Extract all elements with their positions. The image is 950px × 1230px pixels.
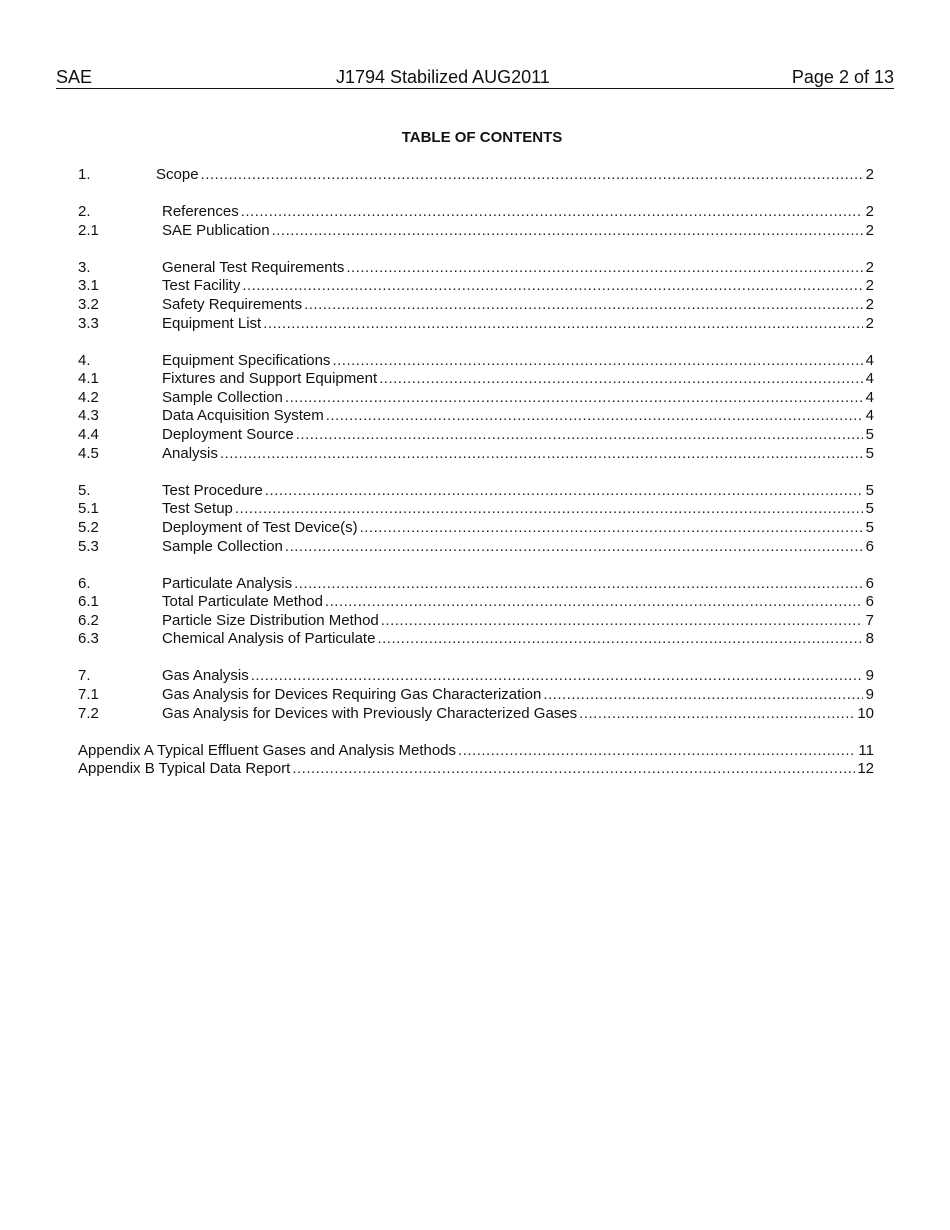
toc-entry[interactable]: [78, 612, 874, 631]
toc-entry-title: Gas Analysis for Devices Requiring Gas Characterization: [162, 686, 542, 704]
toc-dot-leader: [296, 426, 863, 445]
toc-entry-number: 3.3: [78, 314, 99, 332]
toc-entry-page: 4: [865, 370, 874, 388]
toc-entry[interactable]: [78, 575, 874, 594]
toc-entry[interactable]: [78, 760, 874, 779]
toc-entry[interactable]: [78, 296, 874, 315]
toc-entry-number: 4.1: [78, 370, 99, 388]
toc-entry-title: Sample Collection: [162, 388, 283, 406]
toc-entry-title: Deployment Source: [162, 426, 294, 444]
toc-entry-page: 4: [865, 351, 874, 369]
toc-entry[interactable]: [78, 315, 874, 334]
toc-section-group: [78, 352, 874, 464]
toc-entry-title: Chemical Analysis of Particulate: [162, 630, 376, 648]
toc-entry[interactable]: [78, 370, 874, 389]
toc-entry-number: 4.: [78, 351, 91, 369]
toc-dot-leader: [235, 500, 863, 519]
toc-entry-title: Equipment List: [162, 314, 262, 332]
toc-entry[interactable]: [78, 705, 874, 724]
toc-entry[interactable]: [78, 538, 874, 557]
toc-entry-title: Test Setup: [162, 500, 233, 518]
toc-entry-number: 2.1: [78, 221, 99, 239]
toc-entry[interactable]: [78, 667, 874, 686]
toc-dot-leader: [285, 389, 863, 408]
toc-dot-leader: [251, 667, 863, 686]
toc-entry[interactable]: [78, 203, 874, 222]
page-header: [56, 66, 894, 89]
header-page-number: Page 2 of 13: [791, 67, 894, 87]
toc-entry-number: 3.: [78, 258, 91, 276]
toc-entry[interactable]: [78, 259, 874, 278]
toc-entry-number: 4.2: [78, 388, 99, 406]
toc-entry[interactable]: [78, 500, 874, 519]
toc-entry-page: 2: [865, 221, 874, 239]
toc-entry-number: 5.3: [78, 537, 99, 555]
toc-entry-title: Appendix B Typical Data Report: [78, 760, 291, 778]
toc-entry-number: 5.: [78, 481, 91, 499]
toc-entry-number: 4.3: [78, 407, 99, 425]
toc-entry-number: 3.2: [78, 295, 99, 313]
toc-entry-title: Scope: [156, 166, 199, 183]
toc-entry-page: 4: [865, 407, 874, 425]
toc-entry[interactable]: [78, 686, 874, 705]
toc-dot-leader: [332, 352, 863, 371]
toc-entry-number: 6.: [78, 574, 91, 592]
header-document-id: J1794 Stabilized AUG2011: [336, 67, 550, 87]
toc-entry-number: 6.3: [78, 630, 99, 648]
toc-entry-number: 4.4: [78, 426, 99, 444]
toc-entry-number: 6.1: [78, 593, 99, 611]
toc-entry[interactable]: [78, 352, 874, 371]
toc-entry-title: Appendix A Typical Effluent Gases and Analysis Methods: [78, 741, 457, 759]
toc-dot-leader: [201, 166, 863, 185]
toc-entry-title: Sample Collection: [162, 537, 283, 555]
toc-section-group: [78, 742, 874, 779]
toc-dot-leader: [458, 742, 856, 761]
toc-entry-page: 2: [865, 166, 874, 183]
toc-section-group: [78, 482, 874, 556]
toc-dot-leader: [241, 203, 863, 222]
toc-entry-page: 6: [865, 537, 874, 555]
toc-dot-leader: [292, 760, 855, 779]
toc-entry-number: 1.: [78, 166, 91, 183]
toc-entry-page: 11: [858, 741, 874, 759]
toc-dot-leader: [242, 277, 863, 296]
toc-entry-page: 5: [865, 481, 874, 499]
toc-section-group: [78, 259, 874, 333]
toc-dot-leader: [579, 705, 855, 724]
toc-entry-page: 5: [865, 518, 874, 536]
toc-entry-page: 5: [865, 444, 874, 462]
toc-entry[interactable]: [78, 407, 874, 426]
toc-entry-title: Gas Analysis for Devices with Previously Characterized Gases: [162, 704, 578, 722]
table-of-contents: [78, 166, 874, 797]
toc-entry-number: 7.: [78, 667, 91, 685]
toc-entry-title: Gas Analysis: [162, 667, 249, 685]
toc-entry[interactable]: [78, 742, 874, 761]
header-org: SAE: [56, 67, 93, 87]
toc-title: TABLE OF CONTENTS: [401, 129, 563, 146]
toc-entry-number: 4.5: [78, 444, 99, 462]
toc-entry[interactable]: [78, 445, 874, 464]
toc-entry-number: 7.1: [78, 686, 99, 704]
toc-section-group: [78, 667, 874, 723]
toc-entry-page: 10: [857, 704, 874, 722]
toc-entry[interactable]: [78, 166, 874, 185]
toc-entry[interactable]: [78, 277, 874, 296]
toc-dot-leader: [326, 407, 863, 426]
toc-entry[interactable]: [78, 630, 874, 649]
toc-dot-leader: [379, 370, 863, 389]
toc-entry-title: Safety Requirements: [162, 295, 303, 313]
toc-entry-title: Equipment Specifications: [162, 351, 331, 369]
toc-dot-leader: [325, 593, 863, 612]
toc-entry-title: Particle Size Distribution Method: [162, 611, 379, 629]
toc-entry-page: 9: [865, 686, 874, 704]
toc-dot-leader: [360, 519, 863, 538]
toc-entry-number: 7.2: [78, 704, 99, 722]
toc-entry-title: General Test Requirements: [162, 258, 345, 276]
toc-dot-leader: [220, 445, 863, 464]
toc-entry[interactable]: [78, 222, 874, 241]
toc-entry-page: 5: [865, 426, 874, 444]
toc-dot-leader: [543, 686, 863, 705]
toc-entry-number: 5.1: [78, 500, 99, 518]
toc-entry-number: 5.2: [78, 518, 99, 536]
toc-dot-leader: [272, 222, 863, 241]
toc-entry-title: Fixtures and Support Equipment: [162, 370, 378, 388]
toc-dot-leader: [381, 612, 863, 631]
toc-entry-page: 2: [865, 203, 874, 221]
toc-entry-number: 3.1: [78, 277, 99, 295]
toc-entry-number: 2.: [78, 203, 91, 221]
toc-dot-leader: [263, 315, 863, 334]
toc-entry[interactable]: [78, 426, 874, 445]
toc-entry[interactable]: [78, 519, 874, 538]
toc-dot-leader: [304, 296, 863, 315]
toc-entry-title: Test Facility: [162, 277, 241, 295]
toc-entry-title: Data Acquisition System: [162, 407, 324, 425]
toc-entry[interactable]: [78, 389, 874, 408]
toc-entry-page: 6: [865, 574, 874, 592]
toc-entry-page: 5: [865, 500, 874, 518]
toc-entry-title: References: [162, 203, 239, 221]
toc-entry-page: 12: [857, 760, 874, 778]
toc-dot-leader: [346, 259, 863, 278]
toc-entry-page: 8: [865, 630, 874, 648]
toc-entry-title: Total Particulate Method: [162, 593, 323, 611]
toc-entry[interactable]: [78, 482, 874, 501]
toc-dot-leader: [294, 575, 863, 594]
toc-entry-page: 6: [865, 593, 874, 611]
toc-entry-title: Particulate Analysis: [162, 574, 293, 592]
toc-entry-page: 2: [865, 277, 874, 295]
toc-entry-page: 2: [865, 258, 874, 276]
toc-entry-title: SAE Publication: [162, 221, 270, 239]
toc-entry-title: Deployment of Test Device(s): [162, 518, 358, 536]
toc-entry-page: 2: [865, 314, 874, 332]
toc-dot-leader: [285, 538, 863, 557]
toc-entry-title: Test Procedure: [162, 481, 263, 499]
toc-entry-number: 6.2: [78, 611, 99, 629]
toc-entry-page: 4: [865, 388, 874, 406]
toc-section-group: [78, 203, 874, 240]
toc-entry[interactable]: [78, 593, 874, 612]
toc-entry-page: 9: [865, 667, 874, 685]
toc-entry-page: 7: [865, 611, 874, 629]
toc-dot-leader: [265, 482, 863, 501]
toc-section-group: [78, 575, 874, 649]
toc-dot-leader: [377, 630, 863, 649]
toc-entry-page: 2: [865, 295, 874, 313]
toc-section-group: [78, 166, 874, 185]
toc-entry-title: Analysis: [162, 444, 218, 462]
